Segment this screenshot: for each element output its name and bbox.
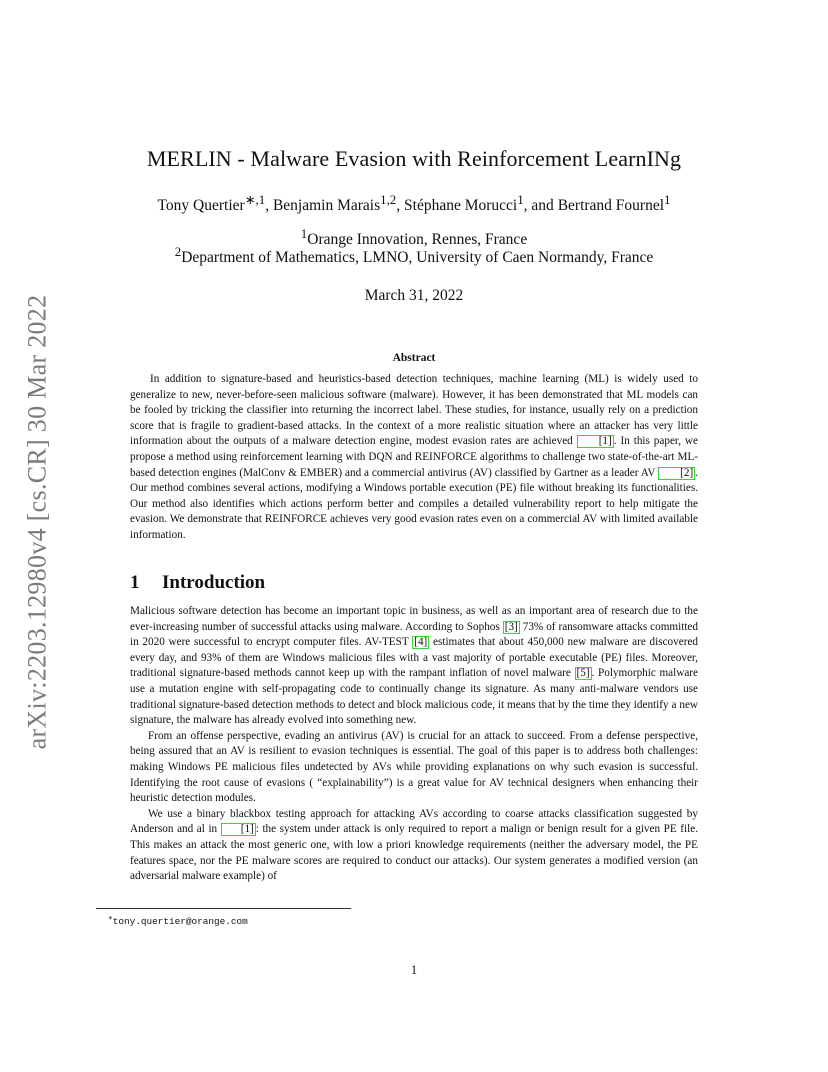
publication-date: March 31, 2022 bbox=[364, 287, 464, 304]
affiliation-1: $^1$Orange Innovation, Rennes, France bbox=[300, 226, 528, 249]
citation-link[interactable]: [2] bbox=[658, 467, 695, 480]
paragraph: From an offense perspective, evading an antivirus (AV) is crucial for an attack to succeed. From a defense perspective, being assured that an AV is resilient to evasion techniques is essential. The goal of this paper is to address both challenges: making Windows PE malicious files undetected by AVs while providing explanations on why such evasion is successful. Identifying the root cause of evasions ( “explainability”) is a great value for AV technical designers when enhancing their heuristic detection modules. bbox=[130, 729, 698, 805]
footnote-email: tony.quertier@orange.com bbox=[112, 916, 248, 928]
abstract-text: In addition to signature-based and heuristics-based detection techniques, machine learning (ML) is widely used to generalize to new, never-before-seen malicious software (malware). However, it has been demonstrated that ML models can be fooled by tricking the classifier into returning the incorrect label. These studies, for instance, usually rely on a prediction score that is fragile to gradient-based attacks. In the context of a more realistic situation where an attacker has very little information about the outputs of a malware detection engine, modest evasion rates are achieved [1] . In this paper, we propose a method using reinforcement learning with DQN and REINFORCE algorithms to challenge two state-of-the-art ML-based detection engines (MalConv & EMBER) and a commercial antivirus (AV) classified by Gartner as a leader AV [2] . Our method combines several actions, modifying a Windows portable execution (PE) file without breaking its functionalities. Our method also identifies which actions perform better and compiles a detailed vulnerability report to help mitigate the evasion. We demonstrate that REINFORCE achieves very good evasion rates even on a commercial AV with limited available information. bbox=[130, 373, 698, 541]
author: Stéphane Morucci$^1$, and bbox=[404, 192, 558, 215]
author: Bertrand Fournel$^1$ bbox=[557, 192, 671, 215]
section-heading-introduction: 1 Introduction bbox=[130, 572, 266, 593]
paragraph: We use a binary blackbox testing approach for attacking AVs according to coarse attacks classification suggested by Anderson and al in [1] : the system under attack is only required to report a malign or benign result for a given PE file. This makes an attack the most generic one, with low a priori knowledge requirements (neither the adversary model, the PE features space, nor the PE malware scores are required to conduct our attacks). Our system generates a modified version (an adversarial malware example) of bbox=[130, 807, 698, 883]
author-list bbox=[130, 192, 698, 215]
arxiv-identifier-text: arXiv:2203.12980v4 [cs.CR] 30 Mar 2022 bbox=[22, 294, 52, 750]
footnote-rule bbox=[96, 908, 351, 909]
citation-link[interactable]: [4] bbox=[414, 636, 428, 649]
introduction-body bbox=[130, 604, 698, 885]
citation-link[interactable]: [3] bbox=[504, 620, 518, 633]
citation-link[interactable]: [5] bbox=[576, 667, 590, 680]
paragraph: Malicious software detection has become an important topic in business, as well as an important area of research due to the ever-increasing number of successful attacks using malware. According to Sophos [3] 73% of ransomware attacks committed in 2020 were successful to encrypt computer files. AV-TEST [4] estimates that about 450,000 new malware are discovered every day, and 93% of them are Windows malicious files with a vast majority of portable executable (PE) files. Moreover, traditional signature-based methods cannot keep up with the rampant inflation of novel malware [5] . Polymorphic malware use a mutation engine with self-propagating code to continually change its signature. As many anti-malware vendors use traditional signature-based detection methods to detect and block malicious code, it means that by the time they identify a new signature, the malware has already evolved into something new. bbox=[130, 605, 698, 727]
abstract-heading: Abstract bbox=[392, 352, 436, 364]
affiliation-2: $^2$Department of Mathematics, LMNO, University of Caen Normandy, France bbox=[174, 244, 654, 267]
page-number: 1 bbox=[410, 963, 418, 977]
footnote: ∗tony.quertier@orange.com bbox=[108, 914, 248, 928]
author: Benjamin Marais$^{1,2}$, bbox=[272, 192, 405, 215]
paper-title: MERLIN - Malware Evasion with Reinforcement LearnINg bbox=[146, 146, 682, 171]
citation-link[interactable]: [1] bbox=[221, 823, 256, 836]
arxiv-identifier bbox=[8, 282, 66, 762]
author: Tony Quertier$^{∗,1}$, bbox=[157, 192, 273, 215]
citation-link[interactable]: [1] bbox=[577, 435, 614, 448]
